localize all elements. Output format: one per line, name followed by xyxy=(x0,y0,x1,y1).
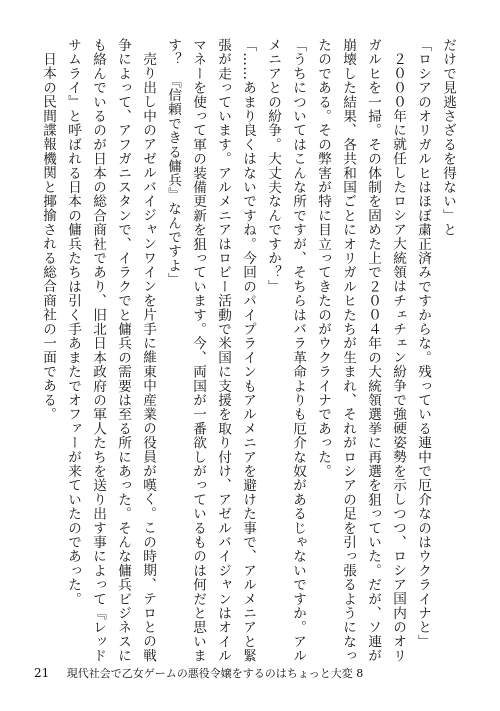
text-line-17: 日本の民間諜報機関と揶揄される総合商社の一面である。 xyxy=(40,51,56,421)
text-line-15: も絡んでいるのが日本の総合商社であり、旧北日本政府の軍人たちを送り出す事によって『レッド xyxy=(90,38,106,663)
book-title: 現代社会で乙女ゲームの悪役令嬢をするのはちょっと大変 8 xyxy=(66,667,364,680)
text-line-3: ２０００年に就任したロシア大統領はチェチェン紛争で強硬姿勢を示しつつ、ロシア国内のオリ xyxy=(390,51,406,663)
text-line-2: 「ロシアのオリガルヒはほぼ粛正済みですからな。残っている連中で厄介なのはウクライナと」 xyxy=(415,38,431,649)
text-line-14: 争によって、アフガニスタンで、イラクでと傭兵の需要は至る所にあった。そんな傭兵ビジネスに xyxy=(115,38,131,663)
text-line-12: す？ 『信頼できる傭兵』なんですよ」 xyxy=(165,38,181,287)
body-text xyxy=(35,38,460,663)
text-line-9: 「……あまり良くはないですね。今回のパイプラインもアルメニアを避けた事で、アルメニアと緊 xyxy=(240,38,256,663)
text-line-7: 「うちについてはこんな所ですが、そちらはバラ革命よりも厄介な奴があるじゃないですか。アル xyxy=(290,38,306,663)
text-line-5: 崩壊した結果、各共和国ごとにオリガルヒたちが生まれ、それがロシアの足を引っ張るようになっ xyxy=(340,38,356,663)
text-line-4: ガルヒを一掃。その体制を固めた上で２００４年の大統領選挙に再選を狙っていた。だが、ソ連が xyxy=(365,38,381,663)
page-footer xyxy=(34,665,363,681)
text-line-1: だけで見逃さざるを得ない」と xyxy=(440,38,456,237)
text-line-6: たのである。その弊害が特に目立ってきたのがウクライナであった。 xyxy=(315,38,331,479)
text-line-10: 張が走っています。アルメニアはロビー活動で米国に支援を取り付け、アゼルバイジャンはオイル xyxy=(215,38,231,663)
page-number: 21 xyxy=(34,666,50,680)
text-line-8: メニアとの紛争。大丈夫なんですか？」 xyxy=(265,38,281,294)
text-line-16: サムライ』と呼ばれる日本の傭兵たちは引く手あまたでオファーが来ていたのであった。 xyxy=(65,38,81,606)
text-line-13: 売り出し中のアゼルバイジャンワインを片手に維東中産業の役員が嘆く。この時期、テロとの戦 xyxy=(140,51,156,663)
text-line-11: マネーを使って軍の装備更新を狙っています。今、両国が一番欲しがっているものは何だと思いま xyxy=(190,38,206,663)
